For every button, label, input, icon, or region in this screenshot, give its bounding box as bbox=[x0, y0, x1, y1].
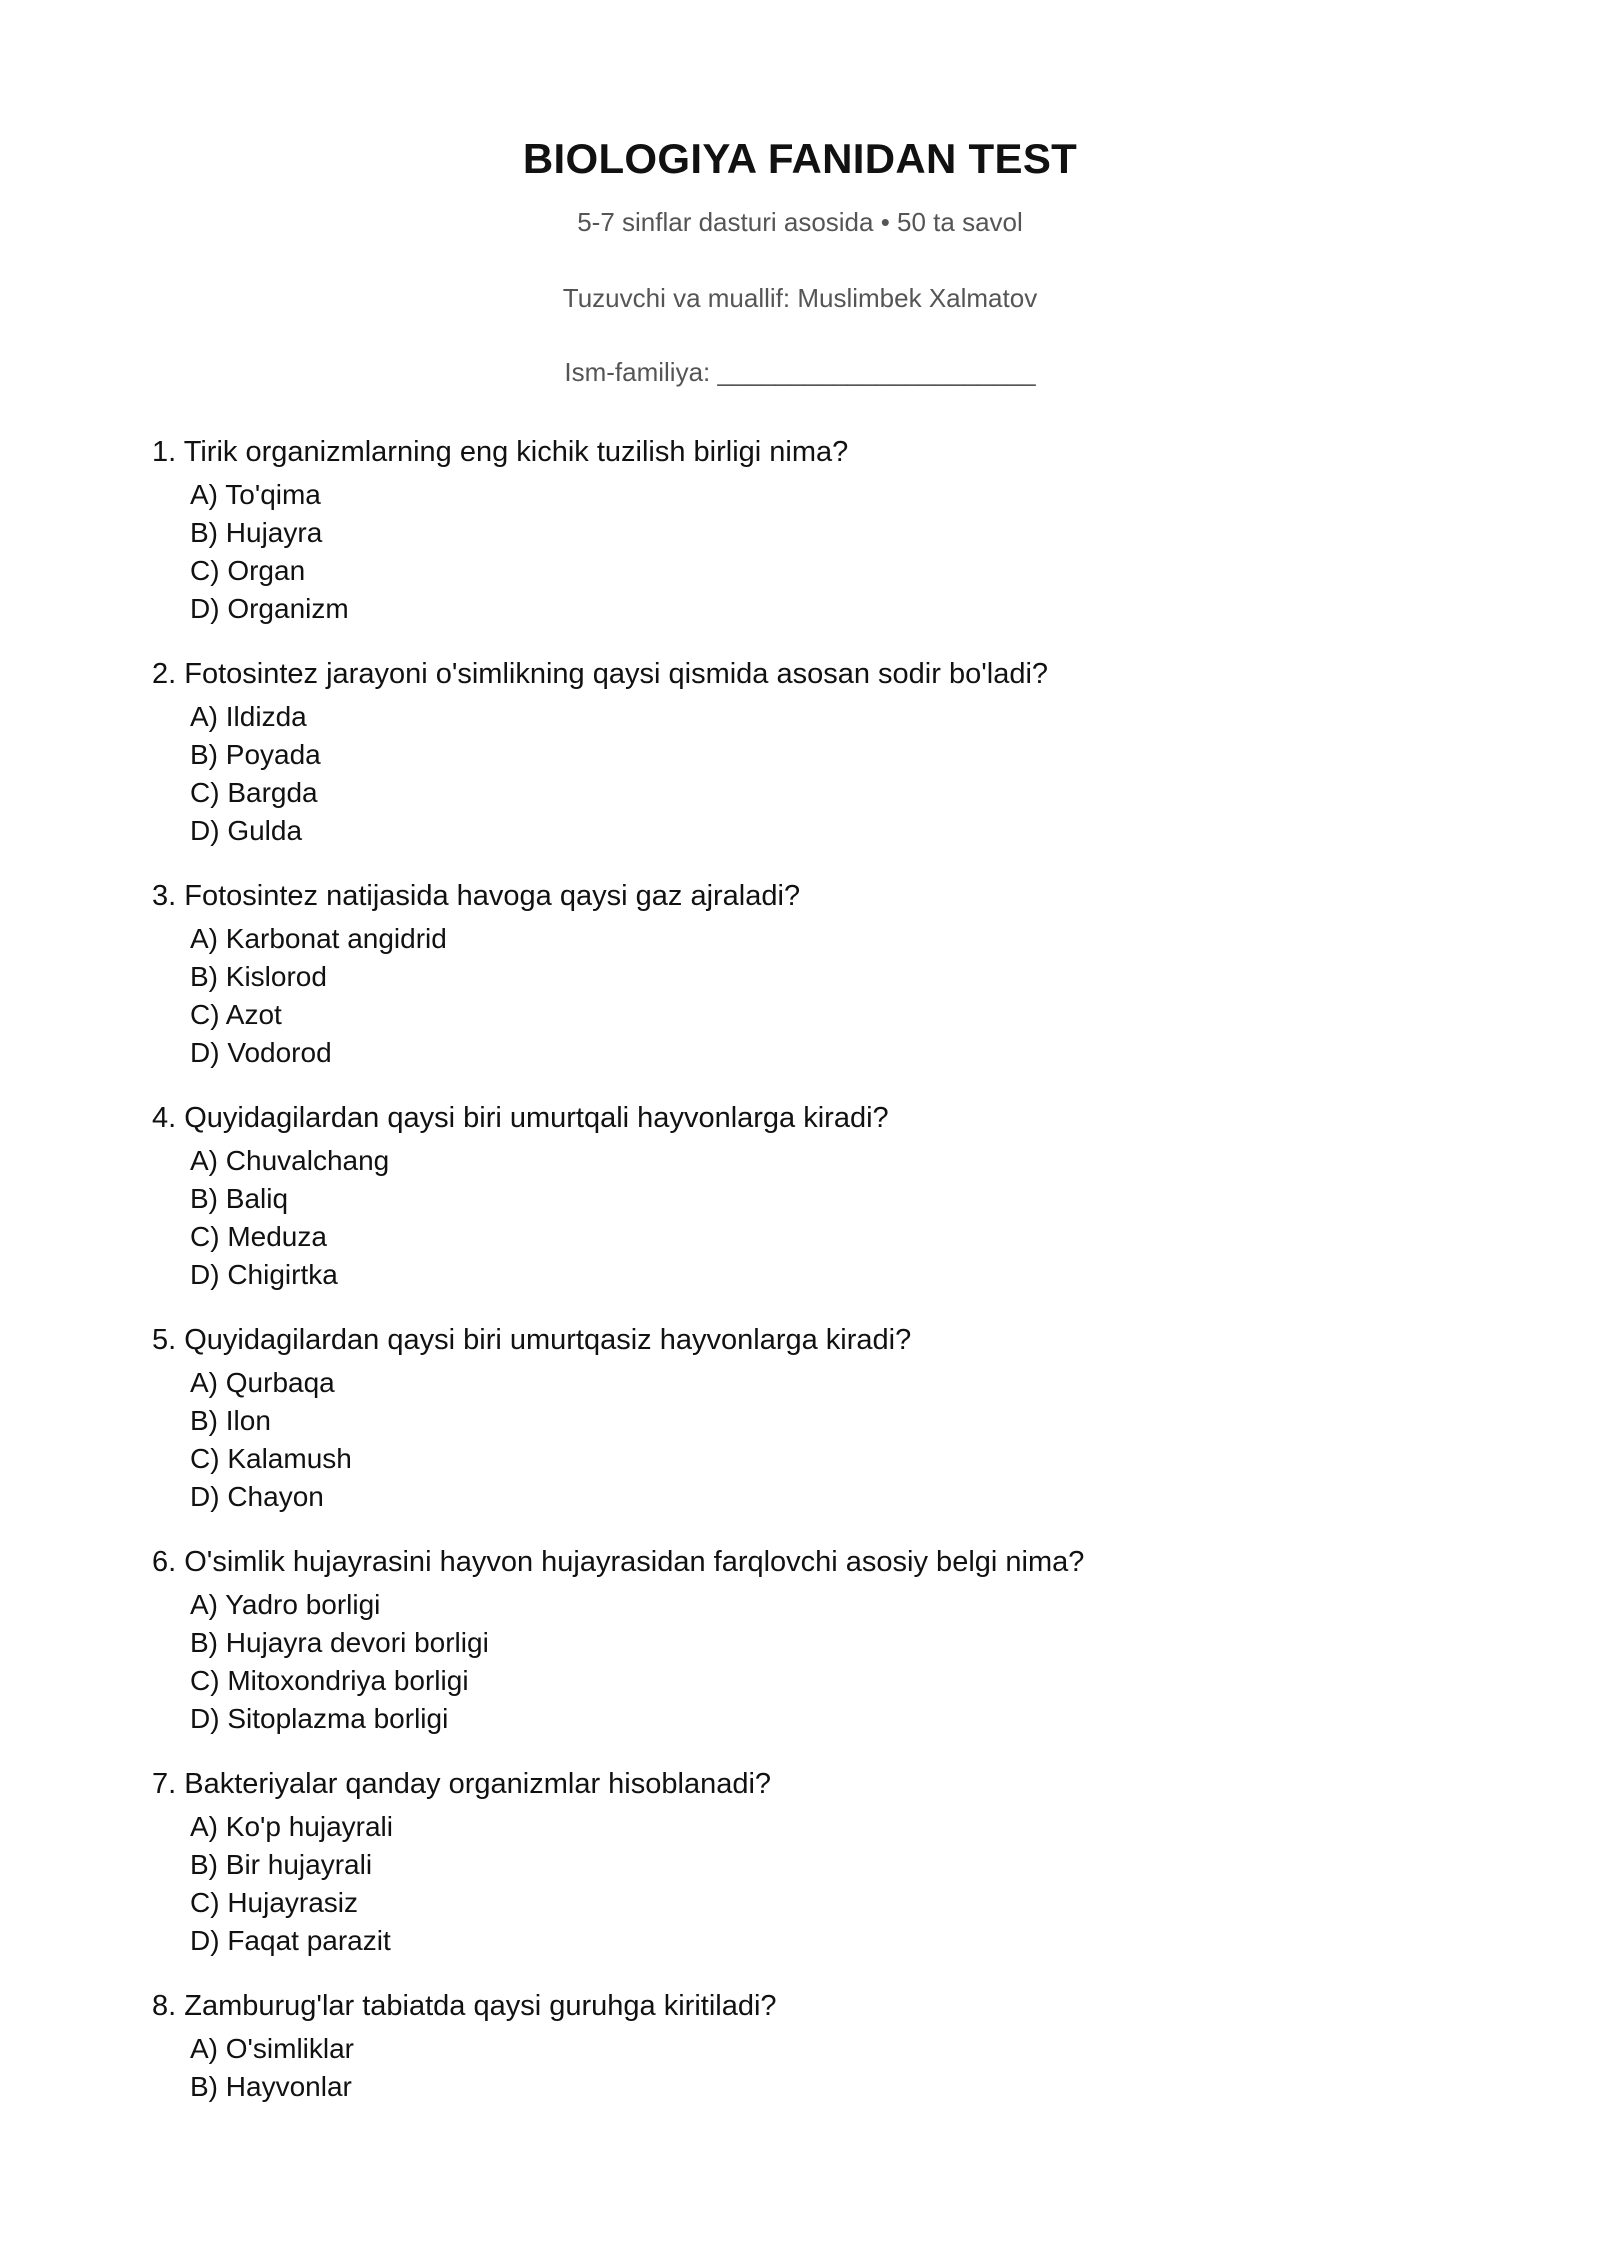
question-text: 4. Quyidagilardan qaysi biri umurtqali hayvonlarga kiradi? bbox=[152, 1102, 889, 1134]
answer-option: A) Chuvalchang bbox=[190, 1145, 390, 1176]
answer-option: D) Sitoplazma borligi bbox=[190, 1703, 449, 1734]
answer-option: C) Bargda bbox=[190, 777, 318, 808]
answer-options bbox=[190, 1142, 1452, 1294]
question-text: 7. Bakteriyalar qanday organizmlar hisoblanadi? bbox=[152, 1768, 772, 1800]
answer-option: B) Hujayra bbox=[190, 517, 323, 548]
question-text: 1. Tirik organizmlarning eng kichik tuzilish birligi nima? bbox=[152, 436, 849, 468]
answer-option: B) Baliq bbox=[190, 1183, 289, 1214]
answer-option: B) Hayvonlar bbox=[190, 2071, 352, 2102]
answer-option: A) Ko'p hujayrali bbox=[190, 1811, 393, 1842]
question-text: 5. Quyidagilardan qaysi biri umurtqasiz hayvonlarga kiradi? bbox=[152, 1324, 912, 1356]
answer-options bbox=[190, 2030, 1452, 2106]
question-3 bbox=[152, 876, 1452, 1072]
answer-option: C) Hujayrasiz bbox=[190, 1887, 359, 1918]
answer-option: B) Ilon bbox=[190, 1405, 271, 1436]
answer-option: A) Yadro borligi bbox=[190, 1589, 381, 1620]
answer-option: D) Chayon bbox=[190, 1481, 324, 1512]
document-title: BIOLOGIYA FANIDAN TEST bbox=[522, 135, 1078, 182]
question-8 bbox=[152, 1986, 1452, 2106]
question-5 bbox=[152, 1320, 1452, 1516]
answer-option: C) Meduza bbox=[190, 1221, 327, 1252]
answer-option: D) Organizm bbox=[190, 593, 349, 624]
answer-option: D) Vodorod bbox=[190, 1037, 332, 1068]
answer-option: C) Mitoxondriya borligi bbox=[190, 1665, 469, 1696]
question-4 bbox=[152, 1098, 1452, 1294]
answer-option: D) Faqat parazit bbox=[190, 1925, 391, 1956]
answer-options bbox=[190, 698, 1452, 850]
answer-option: A) Ildizda bbox=[190, 701, 307, 732]
answer-option: B) Kislorod bbox=[190, 961, 327, 992]
answer-options bbox=[190, 1586, 1452, 1738]
answer-option: C) Kalamush bbox=[190, 1443, 352, 1474]
question-list bbox=[152, 432, 1452, 2132]
document-header bbox=[0, 130, 1600, 390]
answer-option: B) Poyada bbox=[190, 739, 321, 770]
answer-options bbox=[190, 1364, 1452, 1516]
answer-option: B) Hujayra devori borligi bbox=[190, 1627, 489, 1658]
answer-option: A) Karbonat angidrid bbox=[190, 923, 447, 954]
question-text: 3. Fotosintez natijasida havoga qaysi gaz ajraladi? bbox=[152, 880, 801, 912]
question-text: 6. O'simlik hujayrasini hayvon hujayrasidan farqlovchi asosiy belgi nima? bbox=[152, 1546, 1085, 1578]
answer-option: A) Qurbaqa bbox=[190, 1367, 335, 1398]
answer-options bbox=[190, 1808, 1452, 1960]
answer-option: A) O'simliklar bbox=[190, 2033, 355, 2064]
answer-option: C) Organ bbox=[190, 555, 306, 586]
answer-option: A) To'qima bbox=[190, 479, 321, 510]
answer-options bbox=[190, 476, 1452, 628]
author-line: Tuzuvchi va muallif: Muslimbek Xalmatov bbox=[562, 283, 1038, 313]
answer-option: D) Chigirtka bbox=[190, 1259, 338, 1290]
answer-options bbox=[190, 920, 1452, 1072]
name-field-line: Ism-familiya: ______________________ bbox=[564, 357, 1036, 387]
answer-option: C) Azot bbox=[190, 999, 282, 1030]
document-subtitle: 5-7 sinflar dasturi asosida • 50 ta savol bbox=[577, 207, 1023, 237]
question-text: 8. Zamburug'lar tabiatda qaysi guruhga kiritiladi? bbox=[152, 1990, 777, 2022]
question-6 bbox=[152, 1542, 1452, 1738]
question-1 bbox=[152, 432, 1452, 628]
answer-option: D) Gulda bbox=[190, 815, 303, 846]
question-text: 2. Fotosintez jarayoni o'simlikning qaysi qismida asosan sodir bo'ladi? bbox=[152, 658, 1049, 690]
answer-option: B) Bir hujayrali bbox=[190, 1849, 373, 1880]
question-7 bbox=[152, 1764, 1452, 1960]
question-2 bbox=[152, 654, 1452, 850]
